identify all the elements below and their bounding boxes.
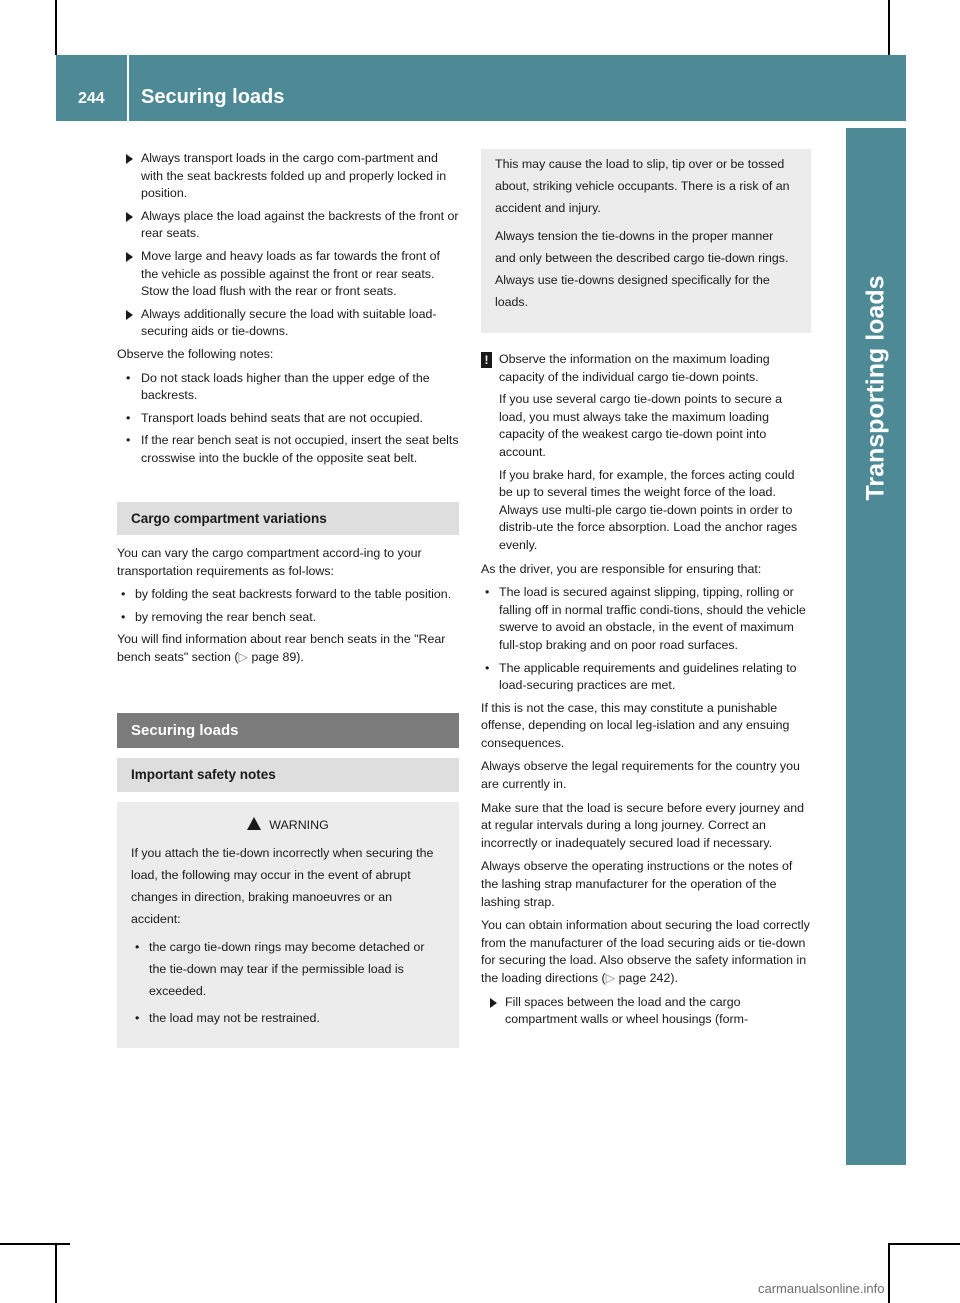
arrow-bullet-icon: [126, 212, 133, 222]
warning-box: [117, 802, 459, 1048]
driver-intro: As the driver, you are responsible for ensuring that:: [481, 561, 762, 576]
rear-bench-reference: You will find information about rear bench seats in the "Rear bench seats" section (▷ page 89).: [117, 632, 446, 665]
note-item: • Do not stack loads higher than the upper edge of the backrests.: [126, 370, 430, 403]
note-item: • If the rear bench seat is not occupied, insert the seat belts crosswise into the buckle of the opposite seat belt.: [126, 433, 459, 465]
chapter-title: Transporting loads: [861, 275, 890, 501]
page-ref-link[interactable]: page 89: [251, 650, 297, 665]
notice-paragraph: If you use several cargo tie-down points to secure a load, you must always take the maximum loading capacity of the weakest cargo tie-down point into account.: [499, 392, 783, 459]
action-step: Fill spaces between the load and the cargo compartment walls or wheel housings (form-: [481, 994, 811, 1029]
action-step: Always place the load against the backrests of the front or rear seats.: [117, 208, 459, 243]
subsection-heading-safety-notes: Important safety notes: [117, 758, 459, 792]
arrow-bullet-icon: [126, 154, 133, 164]
arrow-bullet-icon: [126, 252, 133, 262]
warning-item: • the load may not be restrained.: [131, 1007, 445, 1029]
warning-instruction: Always tension the tie-downs in the proper manner and only between the described cargo tie-down rings. Always use tie-downs designed specifically for the loads.: [495, 229, 789, 309]
bullet-icon: •: [485, 660, 490, 675]
page-ref-link[interactable]: page 242: [618, 971, 671, 985]
arrow-bullet-icon: [490, 998, 497, 1008]
arrow-bullet-icon: [126, 310, 133, 320]
notice-block: [481, 351, 811, 555]
notice-paragraph: If you brake hard, for example, the forces acting could be up to several times the weight force of the load. Always use multi-ple cargo tie-down points in order to distrib-ute the force absorption. Load the anchor rages evenly.: [499, 467, 798, 552]
watermark: carmanualsonline.info: [758, 1281, 885, 1296]
bullet-icon: •: [126, 433, 131, 448]
header-divider: [127, 55, 129, 121]
section-heading-securing-loads: Securing loads: [117, 713, 459, 749]
warning-consequence: This may cause the load to slip, tip over or be tossed about, striking vehicle occupants. There is a risk of an accident and injury.: [495, 157, 790, 215]
left-column: [117, 150, 459, 1048]
note-item: • Transport loads behind seats that are not occupied.: [117, 410, 459, 428]
warning-triangle-icon: [247, 817, 261, 830]
bullet-icon: •: [121, 587, 126, 602]
warning-box-continued: [481, 149, 811, 333]
driver-subnote: Always observe the legal requirements for the country you are currently in.: [481, 759, 800, 792]
warning-header: WARNING: [131, 814, 445, 836]
crop-mark-bottom-left-h: [0, 1243, 70, 1245]
notice-exclamation-icon: !: [481, 352, 492, 368]
warning-intro: If you attach the tie-down incorrectly when securing the load, the following may occur in the event of abrupt changes in direction, braking manoeuvres or an accident:: [131, 845, 434, 926]
action-step: Move large and heavy loads as far towards the front of the vehicle as possible against the front or rear seats. Stow the load flush with the rear or front seats.: [117, 248, 459, 301]
crop-mark-bottom-right-h: [888, 1243, 960, 1245]
cargo-intro: You can vary the cargo compartment accord-ing to your transportation requirements as fol-lows:: [117, 546, 422, 578]
page-title: Securing loads: [141, 86, 285, 108]
driver-item: • The applicable requirements and guidelines relating to load-securing practices are met.: [485, 660, 797, 693]
page-ref-arrow-icon: ▷: [605, 971, 616, 985]
driver-subnote: If this is not the case, this may constitute a punishable offense, depending on local leg-islation and any ensuing consequences.: [481, 700, 790, 750]
bullet-icon: •: [135, 1010, 140, 1025]
bullet-icon: •: [485, 585, 490, 600]
crop-mark-bottom-right-v: [888, 1243, 890, 1303]
crop-mark-top-left-v: [55, 0, 57, 55]
section-heading-cargo-variations: Cargo compartment variations: [117, 502, 459, 536]
notice-paragraph: Observe the information on the maximum loading capacity of the individual cargo tie-down points.: [499, 352, 770, 384]
crop-mark-top-right-v: [888, 0, 890, 55]
bullet-icon: •: [135, 939, 140, 954]
crop-mark-bottom-left-v: [55, 1243, 57, 1303]
right-column: [481, 155, 811, 1034]
cargo-option: • by folding the seat backrests forward to the table position.: [117, 586, 459, 604]
page-ref-arrow-icon: ▷: [238, 650, 249, 665]
action-step: Always additionally secure the load with suitable load-securing aids or tie-downs.: [117, 306, 459, 341]
paragraph-manufacturer-info: You can obtain information about securing the load correctly from the manufacturer of the load securing aids or tie-down for securing the load. Also observe the safety information in the loading directions (▷ page 242).: [481, 918, 810, 985]
bullet-icon: •: [126, 410, 131, 425]
bullet-icon: •: [126, 370, 131, 385]
driver-item: • The load is secured against slipping, tipping, rolling or falling off in normal traffic condi-tions, should the vehicle swerve to avoid an obstacle, in the event of maximum full-stop braking and on poor road surfaces.: [485, 585, 806, 652]
paragraph-lashing-strap: Always observe the operating instructions or the notes of the lashing strap manufacturer for the operation of the lashing strap.: [481, 859, 793, 909]
notes-intro: Observe the following notes:: [117, 346, 274, 361]
action-step: Always transport loads in the cargo com-partment and with the seat backrests folded up and properly locked in position.: [117, 150, 459, 203]
bullet-icon: •: [121, 609, 126, 624]
cargo-option: • by removing the rear bench seat.: [117, 609, 459, 627]
paragraph-check-load: Make sure that the load is secure before every journey and at regular intervals during a long journey. Correct an incorrectly or inadequately secured load if necessary.: [481, 800, 805, 850]
page-number: 244: [78, 90, 105, 107]
warning-item: • the cargo tie-down rings may become detached or the tie-down may tear if the permissible load is exceeded.: [131, 936, 445, 1002]
